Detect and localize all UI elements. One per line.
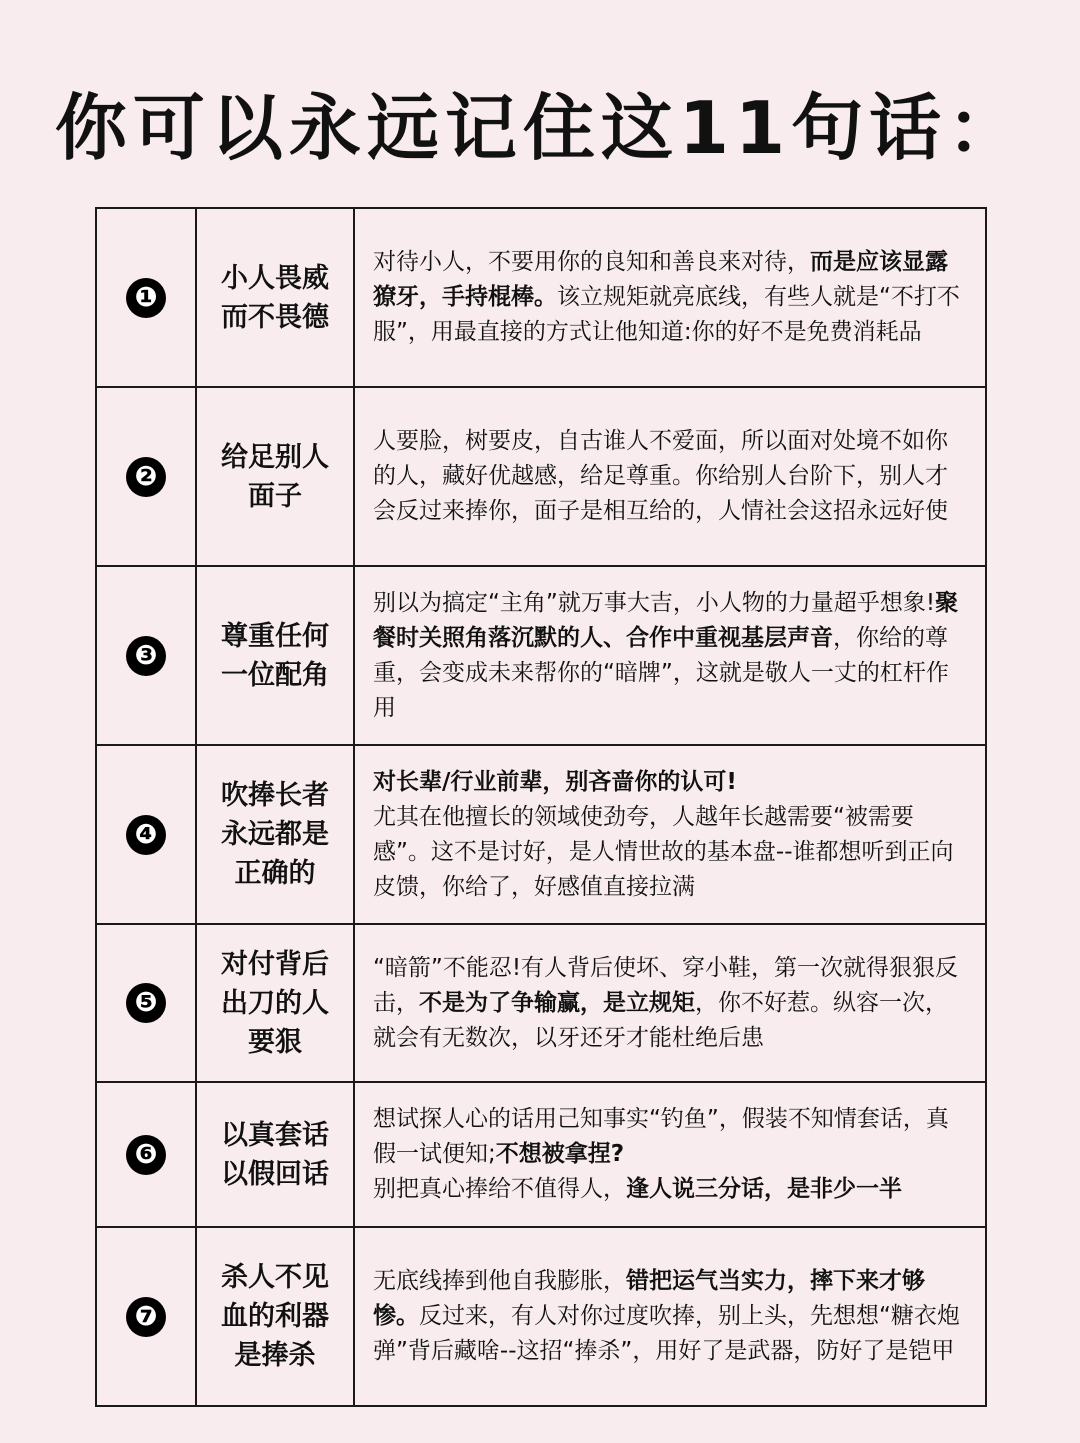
row-title-line: 对付背后 <box>221 948 329 980</box>
body-text: “暗箭”不能忍!有人背后使坏、穿小鞋，第一次就得狠狠反击， <box>373 954 959 1016</box>
row-title-line: 杀人不见 <box>221 1262 329 1293</box>
row-number-badge: ❻ <box>126 1135 166 1175</box>
body-text: 尤其在他擅长的领域使劲夸，人越年长越需要“被需要感”。这不是讨好，是人情世故的基本盘--谁都想听到正向皮馈，你给了，好感值直接拉满 <box>373 803 954 900</box>
body-text: 别把真心捧给不值得人， <box>373 1176 626 1202</box>
row-body-cell <box>354 566 986 745</box>
row-number-badge: ❼ <box>126 1297 166 1337</box>
rules-table <box>95 207 987 1407</box>
row-title-cell <box>196 387 354 566</box>
row-number-cell <box>96 924 196 1082</box>
table-row <box>96 566 986 745</box>
body-text: 反过来，有人对你过度吹捧，别上头，先想想“糖衣炮弹”背后藏啥--这招“捧杀”，用好了是武器，防好了是铠甲 <box>373 1303 960 1364</box>
row-title-line: 永远都是 <box>221 819 329 850</box>
row-title-line: 吹捧长者 <box>221 780 329 811</box>
body-text: 想试探人心的话用己知事实“钓鱼”，假装不知情套话，真假一试便知; <box>373 1106 949 1167</box>
body-text: 该立规矩就亮底线，有些人就是“不打不服”，用最直接的方式让他知道:你的好不是免费消耗品 <box>373 284 960 345</box>
row-body-cell <box>354 1227 986 1406</box>
row-title-line: 给足别人 <box>221 441 329 473</box>
row-title-line: 是捧杀 <box>234 1340 316 1371</box>
body-text-bold: 不是为了争输赢，是立规矩 <box>419 989 695 1016</box>
body-text-bold: 逢人说三分话，是非少一半 <box>626 1176 902 1202</box>
row-title-line: 而不畏德 <box>221 301 329 333</box>
row-number-cell <box>96 1082 196 1227</box>
row-title-line: 尊重任何 <box>221 620 329 652</box>
row-body-cell <box>354 745 986 924</box>
table-row <box>96 387 986 566</box>
row-number-badge: ❷ <box>126 457 166 497</box>
table-row <box>96 924 986 1082</box>
row-number-cell <box>96 208 196 387</box>
table-row <box>96 1082 986 1227</box>
row-title-line: 要狠 <box>248 1026 302 1058</box>
row-title-line: 面子 <box>248 480 302 512</box>
row-title-line: 血的利器 <box>221 1301 329 1332</box>
row-body-cell <box>354 1082 986 1227</box>
row-body-cell <box>354 387 986 566</box>
row-number-badge: ❺ <box>126 983 166 1023</box>
row-title-cell <box>196 924 354 1082</box>
row-title-line: 以假回话 <box>221 1158 329 1190</box>
row-number-cell <box>96 1227 196 1406</box>
row-body-cell <box>354 924 986 1082</box>
body-text-bold: 而是应该显露獠牙，手持棍棒。 <box>373 249 948 310</box>
body-text-bold: 错把运气当实力，摔下来才够惨。 <box>373 1268 925 1329</box>
body-text-bold: 对长辈/行业前辈，别吝啬你的认可! <box>373 768 737 795</box>
row-title-line: 出刀的人 <box>221 987 329 1019</box>
row-title-cell <box>196 1082 354 1227</box>
body-text: 无底线捧到他自我膨胀， <box>373 1268 626 1294</box>
row-number-cell <box>96 387 196 566</box>
row-title-line: 正确的 <box>234 858 316 889</box>
row-number-badge: ❶ <box>126 278 166 318</box>
row-title-cell <box>196 208 354 387</box>
body-text: ，你不好惹。纵容一次，就会有无数次，以牙还牙才能杜绝后患 <box>373 989 948 1051</box>
row-title-cell <box>196 566 354 745</box>
body-text: 别以为搞定“主角”就万事大吉，小人物的力量超乎想象! <box>373 589 936 616</box>
page-title: 你可以永远记住这11句话： <box>54 86 1026 170</box>
body-text: ，你给的尊重，会变成未来帮你的“暗牌”，这就是敬人一丈的杠杆作用 <box>373 624 949 721</box>
body-text: 人要脸，树要皮，自古谁人不爱面，所以面对处境不如你的人，藏好优越感，给足尊重。你给别人台阶下，别人才会反过来捧你，面子是相互给的，人情社会这招永远好使 <box>373 428 948 524</box>
body-text-bold: 不想被拿捏? <box>495 1141 625 1167</box>
table-row <box>96 745 986 924</box>
row-body-cell <box>354 208 986 387</box>
body-text: 对待小人，不要用你的良知和善良来对待， <box>373 249 810 275</box>
row-title-line: 以真套话 <box>221 1119 329 1151</box>
body-text-bold: 聚餐时关照角落沉默的人、合作中重视基层声音 <box>373 589 959 651</box>
row-title-cell <box>196 745 354 924</box>
table-row <box>96 1227 986 1406</box>
table-row <box>96 208 986 387</box>
row-title-cell <box>196 1227 354 1406</box>
row-number-cell <box>96 745 196 924</box>
row-number-cell <box>96 566 196 745</box>
row-number-badge: ❸ <box>126 636 166 676</box>
row-number-badge: ❹ <box>126 815 166 855</box>
row-title-line: 一位配角 <box>221 659 329 691</box>
row-title-line: 小人畏威 <box>221 262 329 294</box>
